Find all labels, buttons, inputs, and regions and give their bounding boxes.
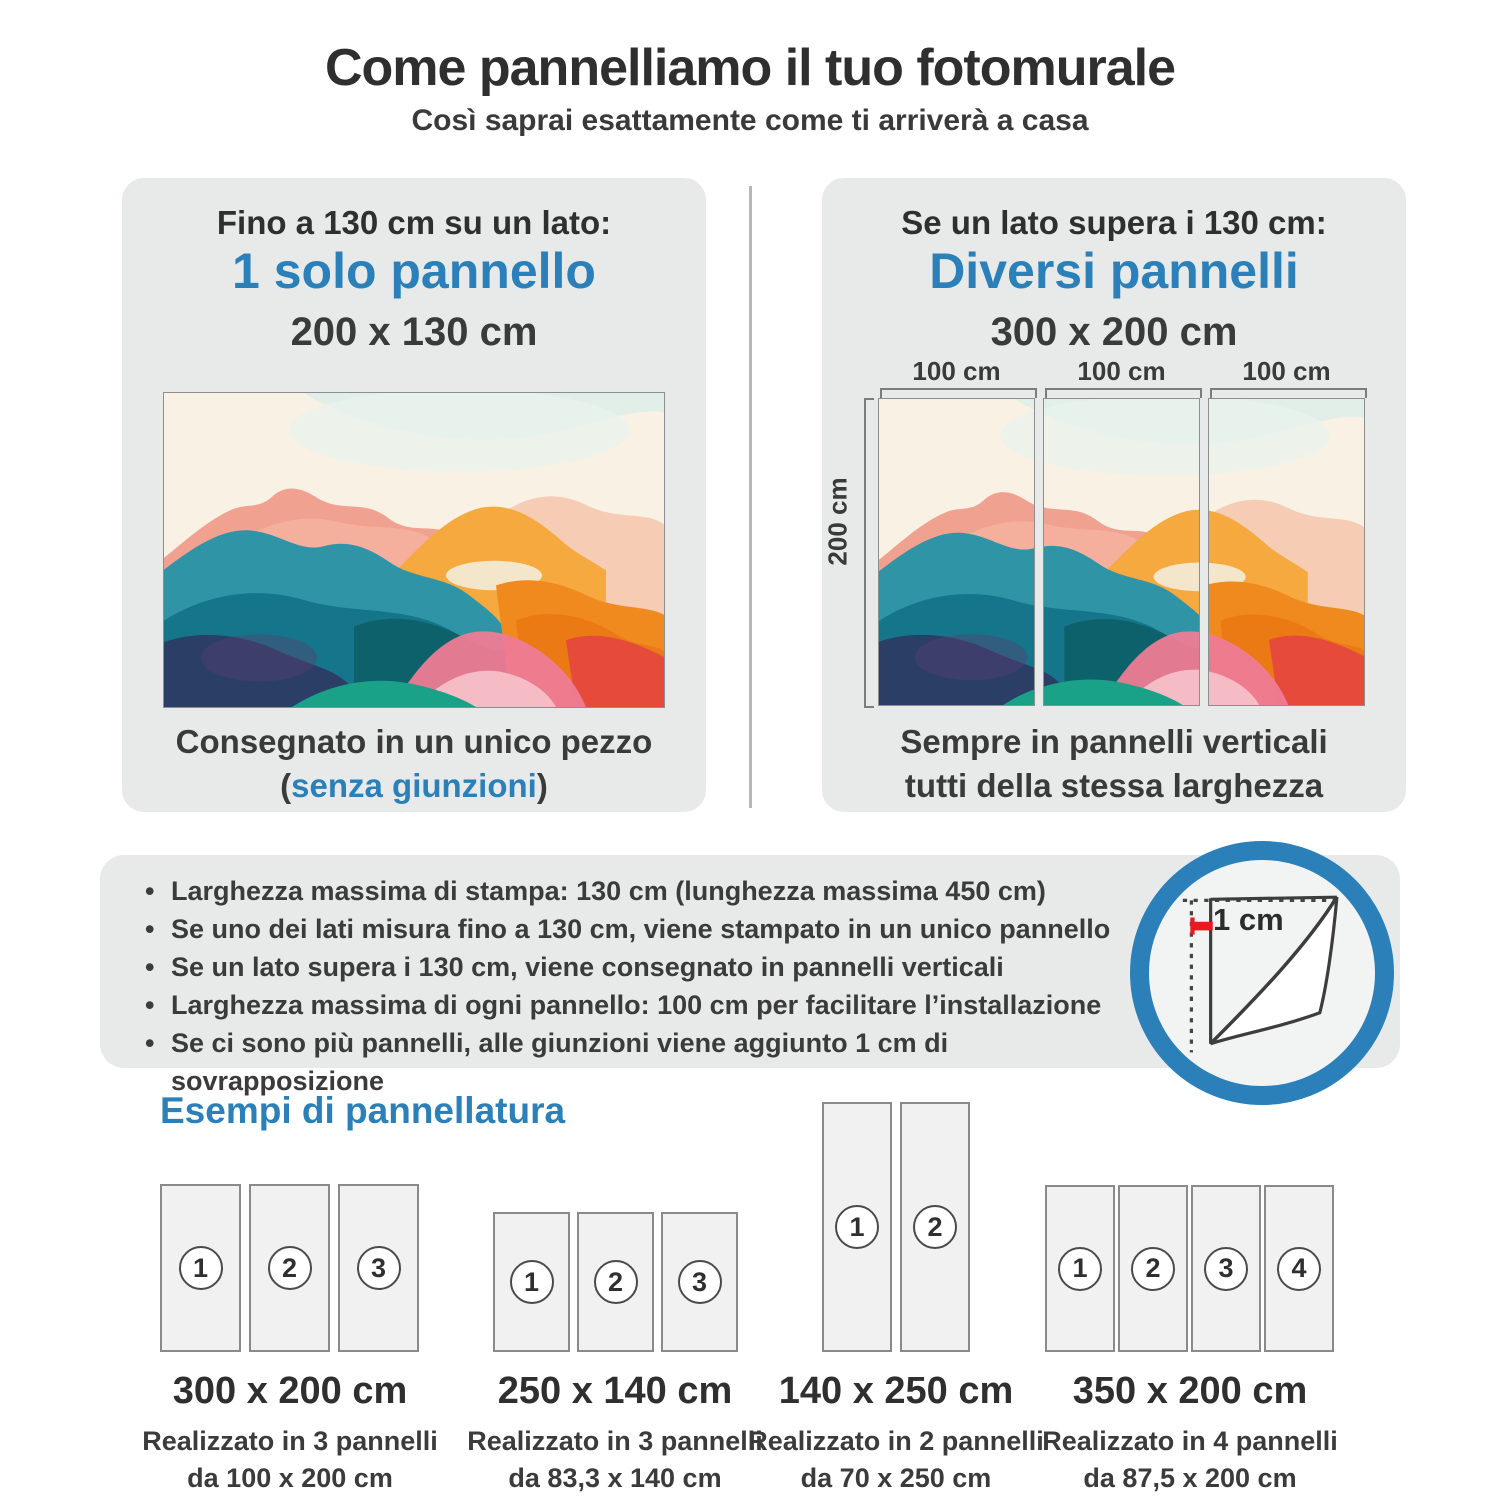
- panel-number-badge: 1: [835, 1205, 879, 1249]
- example-detail: Realizzato in 2 pannelli: [748, 1426, 1044, 1456]
- example-panel-row: [160, 1184, 419, 1352]
- panel-width-label-2: 100 cm: [1077, 356, 1166, 386]
- panel-number-badge: 3: [357, 1246, 401, 1290]
- rule-bullet: [145, 948, 1155, 986]
- mural-panel-slice-3: [1208, 398, 1365, 706]
- rules-bullet-list: [145, 872, 1155, 1100]
- single-panel-box: [122, 178, 706, 812]
- page-curl-icon: [1155, 864, 1369, 1078]
- boxes-divider: [749, 186, 752, 808]
- caption-paren-open: (: [280, 767, 292, 804]
- rule-text: Se uno dei lati misura fino a 130 cm, viene stampato in un unico pannello: [171, 914, 1111, 944]
- rule-bullet: [145, 986, 1155, 1024]
- example-labels: [726, 1370, 1066, 1497]
- multi-panel-box: [822, 178, 1406, 812]
- example-panel: [1045, 1185, 1115, 1352]
- example-labels: [120, 1370, 460, 1497]
- bullet-dot: •: [145, 876, 155, 906]
- width-measure-bracket: [1045, 388, 1202, 398]
- single-panel-headline: 1 solo pannello: [232, 243, 596, 299]
- example-panel: [661, 1212, 738, 1352]
- example-detail: da 100 x 200 cm: [187, 1463, 393, 1493]
- multi-panel-caption: [822, 720, 1406, 808]
- overlap-measure-label: 1 cm: [1213, 902, 1284, 937]
- width-measure-bracket: [880, 388, 1037, 398]
- mural-preview-panels: [878, 398, 1365, 706]
- multi-panel-size: 300 x 200 cm: [990, 310, 1238, 354]
- panel-height-label: 200 cm: [822, 477, 853, 566]
- example-detail: Realizzato in 3 pannelli: [142, 1426, 438, 1456]
- mural-panel-slice-1: [878, 398, 1035, 706]
- bullet-dot: •: [145, 914, 155, 944]
- multi-panel-headline: Diversi pannelli: [929, 243, 1299, 299]
- example-panel: [338, 1184, 419, 1352]
- example-size: 350 x 200 cm: [1072, 1370, 1308, 1412]
- example-detail: Realizzato in 4 pannelli: [1042, 1426, 1338, 1456]
- panel-number-badge: 1: [179, 1246, 223, 1290]
- example-panel-row: [493, 1212, 738, 1352]
- bullet-dot: •: [145, 1028, 155, 1058]
- rule-bullet: [145, 1024, 1155, 1100]
- caption-line1: Sempre in pannelli verticali: [900, 723, 1328, 760]
- example-panel: [577, 1212, 654, 1352]
- single-panel-size: 200 x 130 cm: [290, 310, 538, 354]
- example-size: 250 x 140 cm: [497, 1370, 733, 1412]
- panel-number-badge: 2: [1131, 1247, 1175, 1291]
- rule-text: Se un lato supera i 130 cm, viene consegnato in pannelli verticali: [171, 952, 1004, 982]
- example-panel: [493, 1212, 570, 1352]
- mural-panel-slice-2: [1043, 398, 1200, 706]
- caption-text: Consegnato in un unico pezzo: [175, 723, 653, 760]
- panel-number-badge: 2: [268, 1246, 312, 1290]
- example-panel: [1264, 1185, 1334, 1352]
- example-size: 300 x 200 cm: [172, 1370, 408, 1412]
- rule-bullet: [145, 910, 1155, 948]
- example-panel: [822, 1102, 892, 1352]
- single-panel-caption: [122, 720, 706, 808]
- caption-line2: tutti della stessa larghezza: [904, 767, 1324, 804]
- panel-number-badge: 2: [594, 1260, 638, 1304]
- panel-number-badge: 3: [1204, 1247, 1248, 1291]
- caption-note: senza giunzioni: [291, 767, 537, 804]
- examples-heading: Esempi di pannellatura: [160, 1090, 566, 1131]
- mural-preview-single: [163, 392, 665, 708]
- bullet-dot: •: [145, 990, 155, 1020]
- example-detail: Realizzato in 3 pannelli: [467, 1426, 763, 1456]
- panel-width-label-3: 100 cm: [1242, 356, 1331, 386]
- panel-number-badge: 1: [510, 1260, 554, 1304]
- example-panel: [160, 1184, 241, 1352]
- rule-bullet: [145, 872, 1155, 910]
- page-subtitle: Così saprai esattamente come ti arriverà a casa: [411, 104, 1089, 137]
- panel-width-label-1: 100 cm: [912, 356, 1001, 386]
- example-panel: [1191, 1185, 1261, 1352]
- panel-number-badge: 4: [1277, 1247, 1321, 1291]
- caption-paren-close: ): [536, 767, 548, 804]
- example-size: 140 x 250 cm: [778, 1370, 1014, 1412]
- example-panel-row: [822, 1102, 970, 1352]
- example-labels: [1020, 1370, 1360, 1497]
- page-title: Come pannelliamo il tuo fotomurale: [324, 39, 1176, 97]
- example-panel: [900, 1102, 970, 1352]
- example-panel: [1118, 1185, 1188, 1352]
- panel-number-badge: 3: [678, 1260, 722, 1304]
- width-measure-bracket: [1210, 388, 1367, 398]
- bullet-dot: •: [145, 952, 155, 982]
- height-measure-bracket: [864, 398, 874, 708]
- rule-text: Se ci sono più pannelli, alle giunzioni viene aggiunto 1 cm di sovrapposizione: [171, 1028, 949, 1096]
- panel-number-badge: 2: [913, 1205, 957, 1249]
- rule-text: Larghezza massima di ogni pannello: 100 cm per facilitare l’installazione: [171, 990, 1102, 1020]
- panel-number-badge: 1: [1058, 1247, 1102, 1291]
- example-panel: [249, 1184, 330, 1352]
- single-panel-condition: Fino a 130 cm su un lato:: [216, 204, 612, 241]
- example-detail: da 70 x 250 cm: [800, 1463, 992, 1493]
- example-detail: da 87,5 x 200 cm: [1083, 1463, 1297, 1493]
- rule-text: Larghezza massima di stampa: 130 cm (lunghezza massima 450 cm): [171, 876, 1046, 906]
- multi-panel-condition: Se un lato supera i 130 cm:: [901, 204, 1327, 241]
- example-panel-row: [1045, 1185, 1334, 1352]
- overlap-detail-badge: [1130, 841, 1394, 1105]
- example-detail: da 83,3 x 140 cm: [508, 1463, 722, 1493]
